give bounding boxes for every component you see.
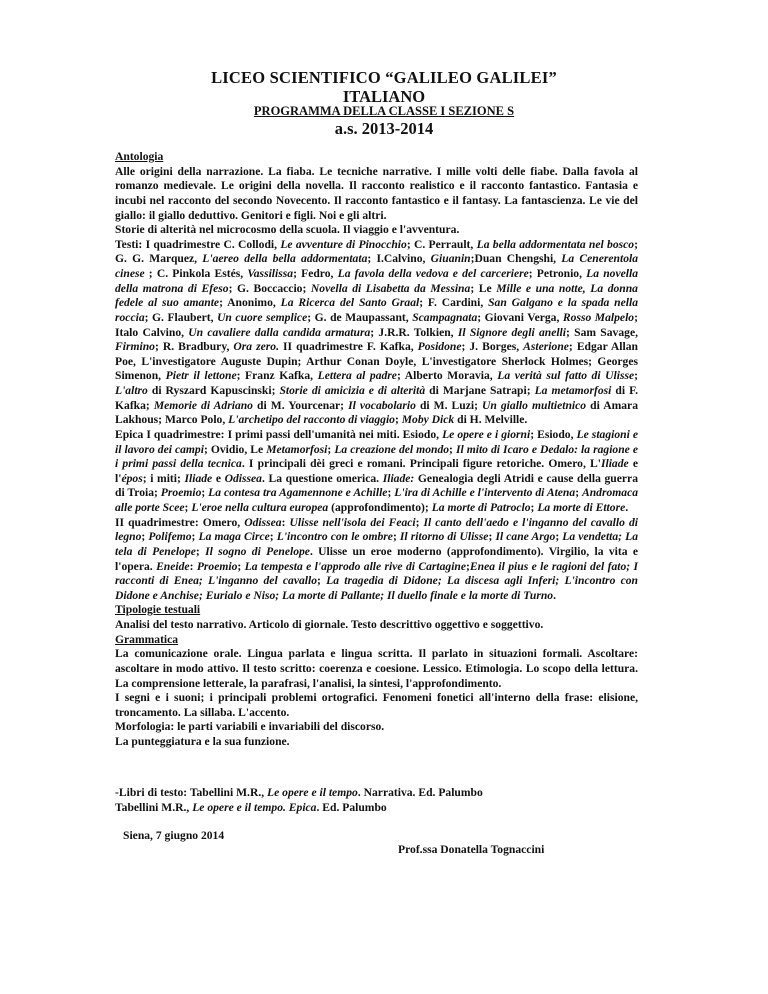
section-heading-grammatica: Grammatica (115, 632, 179, 646)
school-title: LICEO SCIENTIFICO “GALILEO GALILEI” (211, 68, 557, 87)
tipologie-text: Analisi del testo narrativo. Articolo di giornale. Testo descrittivo oggettivo e soggettivo. (115, 618, 544, 631)
signature: Prof.ssa Donatella Tognaccini (398, 843, 545, 856)
epica-paragraph-1: Epica I quadrimestre: I primi passi dell'umanità nei miti. Esiodo, Le opere e i giorni; Esiodo, Le stagioni e il lavoro dei campi; Ovidio, Le Metamorfosi; La creazione del mondo; Il mito di Icaro e Dedalo: la ragione e i primi passi della tecnica. I principali dèi greci e romani. Principali figure retoriche. Omero, L'Iliade e l'épos; i miti; Iliade e Odissea. La questione omerica. Iliade: Genealogia degli Atridi e cause della guerra di Troia; Proemio; La contesa tra Agamennone e Achille; L'ira di Achille e l'intervento di Atena; Andromaca alle porte Scee; L'eroe nella cultura europea (approfondimento); La morte di Patroclo; La morte di Ettore. (115, 427, 639, 514)
grammatica-paragraph-1: La comunicazione orale. Lingua parlata e lingua scritta. Il parlato in situazioni formali. Ascoltare: ascoltare in modo attivo. Il testo scritto: coerenza e coesione. Lessico. Etimologia. Lo scopo della lettura. La comprensione letterale, la parafrasi, l'analisi, la sintesi, l'approfondimento. (115, 647, 638, 690)
textbook-2: Tabellini M.R., Le opere e il tempo. Epica. Ed. Palumbo (115, 800, 387, 814)
grammatica-paragraph-2: I segni e i suoni; i principali problemi ortografici. Fenomeni fonetici all'interno della frase: elisione, troncamento. La sillaba. L'accento. (115, 691, 638, 719)
grammatica-paragraph-4: La punteggiatura e la sua funzione. (115, 735, 290, 748)
program-body (115, 150, 638, 750)
antologia-intro: Alle origini della narrazione. La fiaba. Le tecniche narrative. I mille volti delle fiabe. Dalla favola al romanzo medievale. Le origini della novella. Il racconto realistico e il racconto fantastico. Fantasia e incubi nel racconto del secondo Novecento. Il racconto fantastico e il fantasy. La fantascienza. Le vie del giallo: il giallo deduttivo. Genitori e figli. Noi e gli altri. (115, 164, 638, 222)
subject-title: ITALIANO (342, 87, 426, 106)
antologia-testi: Testi: I quadrimestre C. Collodi, Le avventure di Pinocchio; C. Perrault, La bella addormentata nel bosco; G. G. Marquez, L'aereo della bella addormentata; I.Calvino, Giuanin;Duan Chengshi, La Cenerentola cinese ; C. Pinkola Estés, Vassilissa; Fedro, La favola della vedova e del carceriere; Petronio, La novella della matrona di Efeso; G. Boccaccio; Novella di Lisabetta da Messina; Le Mille e una notte, La donna fedele al suo amante; Anonimo, La Ricerca del Santo Graal; F. Cardini, San Galgano e la spada nella roccia; G. Flaubert, Un cuore semplice; G. de Maupassant, Scampagnata; Giovani Verga, Rosso Malpelo; Italo Calvino, Un cavaliere dalla candida armatura; J.R.R. Tolkien, Il Signore degli anelli; Sam Savage, Firmino; R. Bradbury, Ora zero. II quadrimestre F. Kafka, Posidone; J. Borges, Asterione; Edgar Allan Poe, L'investigatore Auguste Dupin; Arthur Conan Doyle, L'investigatore Sherlock Holmes; Georges Simenon, Pietr il lettone; Franz Kafka, Lettera al padre; Alberto Moravia, La verità sul fatto di Ulisse; L'altro di Ryszard Kapuscinski; Storie di amicizia e di alterità di Marjane Satrapi; La metamorfosi di F. Kafka; Memorie di Adriano di M. Yourcenar; Il vocabolario di M. Luzi; Un giallo multietnico di Amara Lakhous; Marco Polo, L'archetipo del racconto di viaggio; Moby Dick di H. Melville. (115, 237, 639, 427)
place-date: Siena, 7 giugno 2014 (123, 829, 225, 842)
epica-paragraph-2: II quadrimestre: Omero, Odissea: Ulisse nell'isola dei Feaci; Il canto dell'aedo e l'inganno del cavallo di legno; Polifemo; La maga Circe; L'incontro con le ombre; Il ritorno di Ulisse; Il cane Argo; La vendetta; La tela di Penelope; Il sogno di Penelope. Ulisse un eroe moderno (approfondimento). Virgilio, la vita e l'opera. Eneide: Proemio; La tempesta e l'approdo alle rive di Cartagine;Enea il pius e le ragioni del fato; I racconti di Enea; L'inganno del cavallo; La tragedia di Didone; La discesa agli Inferi; L'incontro con Didone e Anchise; Eurialo e Niso; La morte di Pallante; Il duello finale e la morte di Turno. (115, 515, 639, 602)
program-title: PROGRAMMA DELLA CLASSE I SEZIONE S (253, 104, 515, 118)
textbook-1: -Libri di testo: Tabellini M.R., Le opere e il tempo. Narrativa. Ed. Palumbo (115, 786, 483, 799)
section-heading-antologia: Antologia (115, 150, 164, 163)
section-heading-tipologie: Tipologie testuali (115, 603, 201, 617)
antologia-intro-2: Storie di alterità nel microcosmo della scuola. Il viaggio e l'avventura. (115, 223, 460, 237)
school-year: a.s. 2013-2014 (334, 119, 434, 138)
textbooks (115, 786, 655, 815)
grammatica-paragraph-3: Morfologia: le parti variabili e invariabili del discorso. (115, 720, 385, 734)
